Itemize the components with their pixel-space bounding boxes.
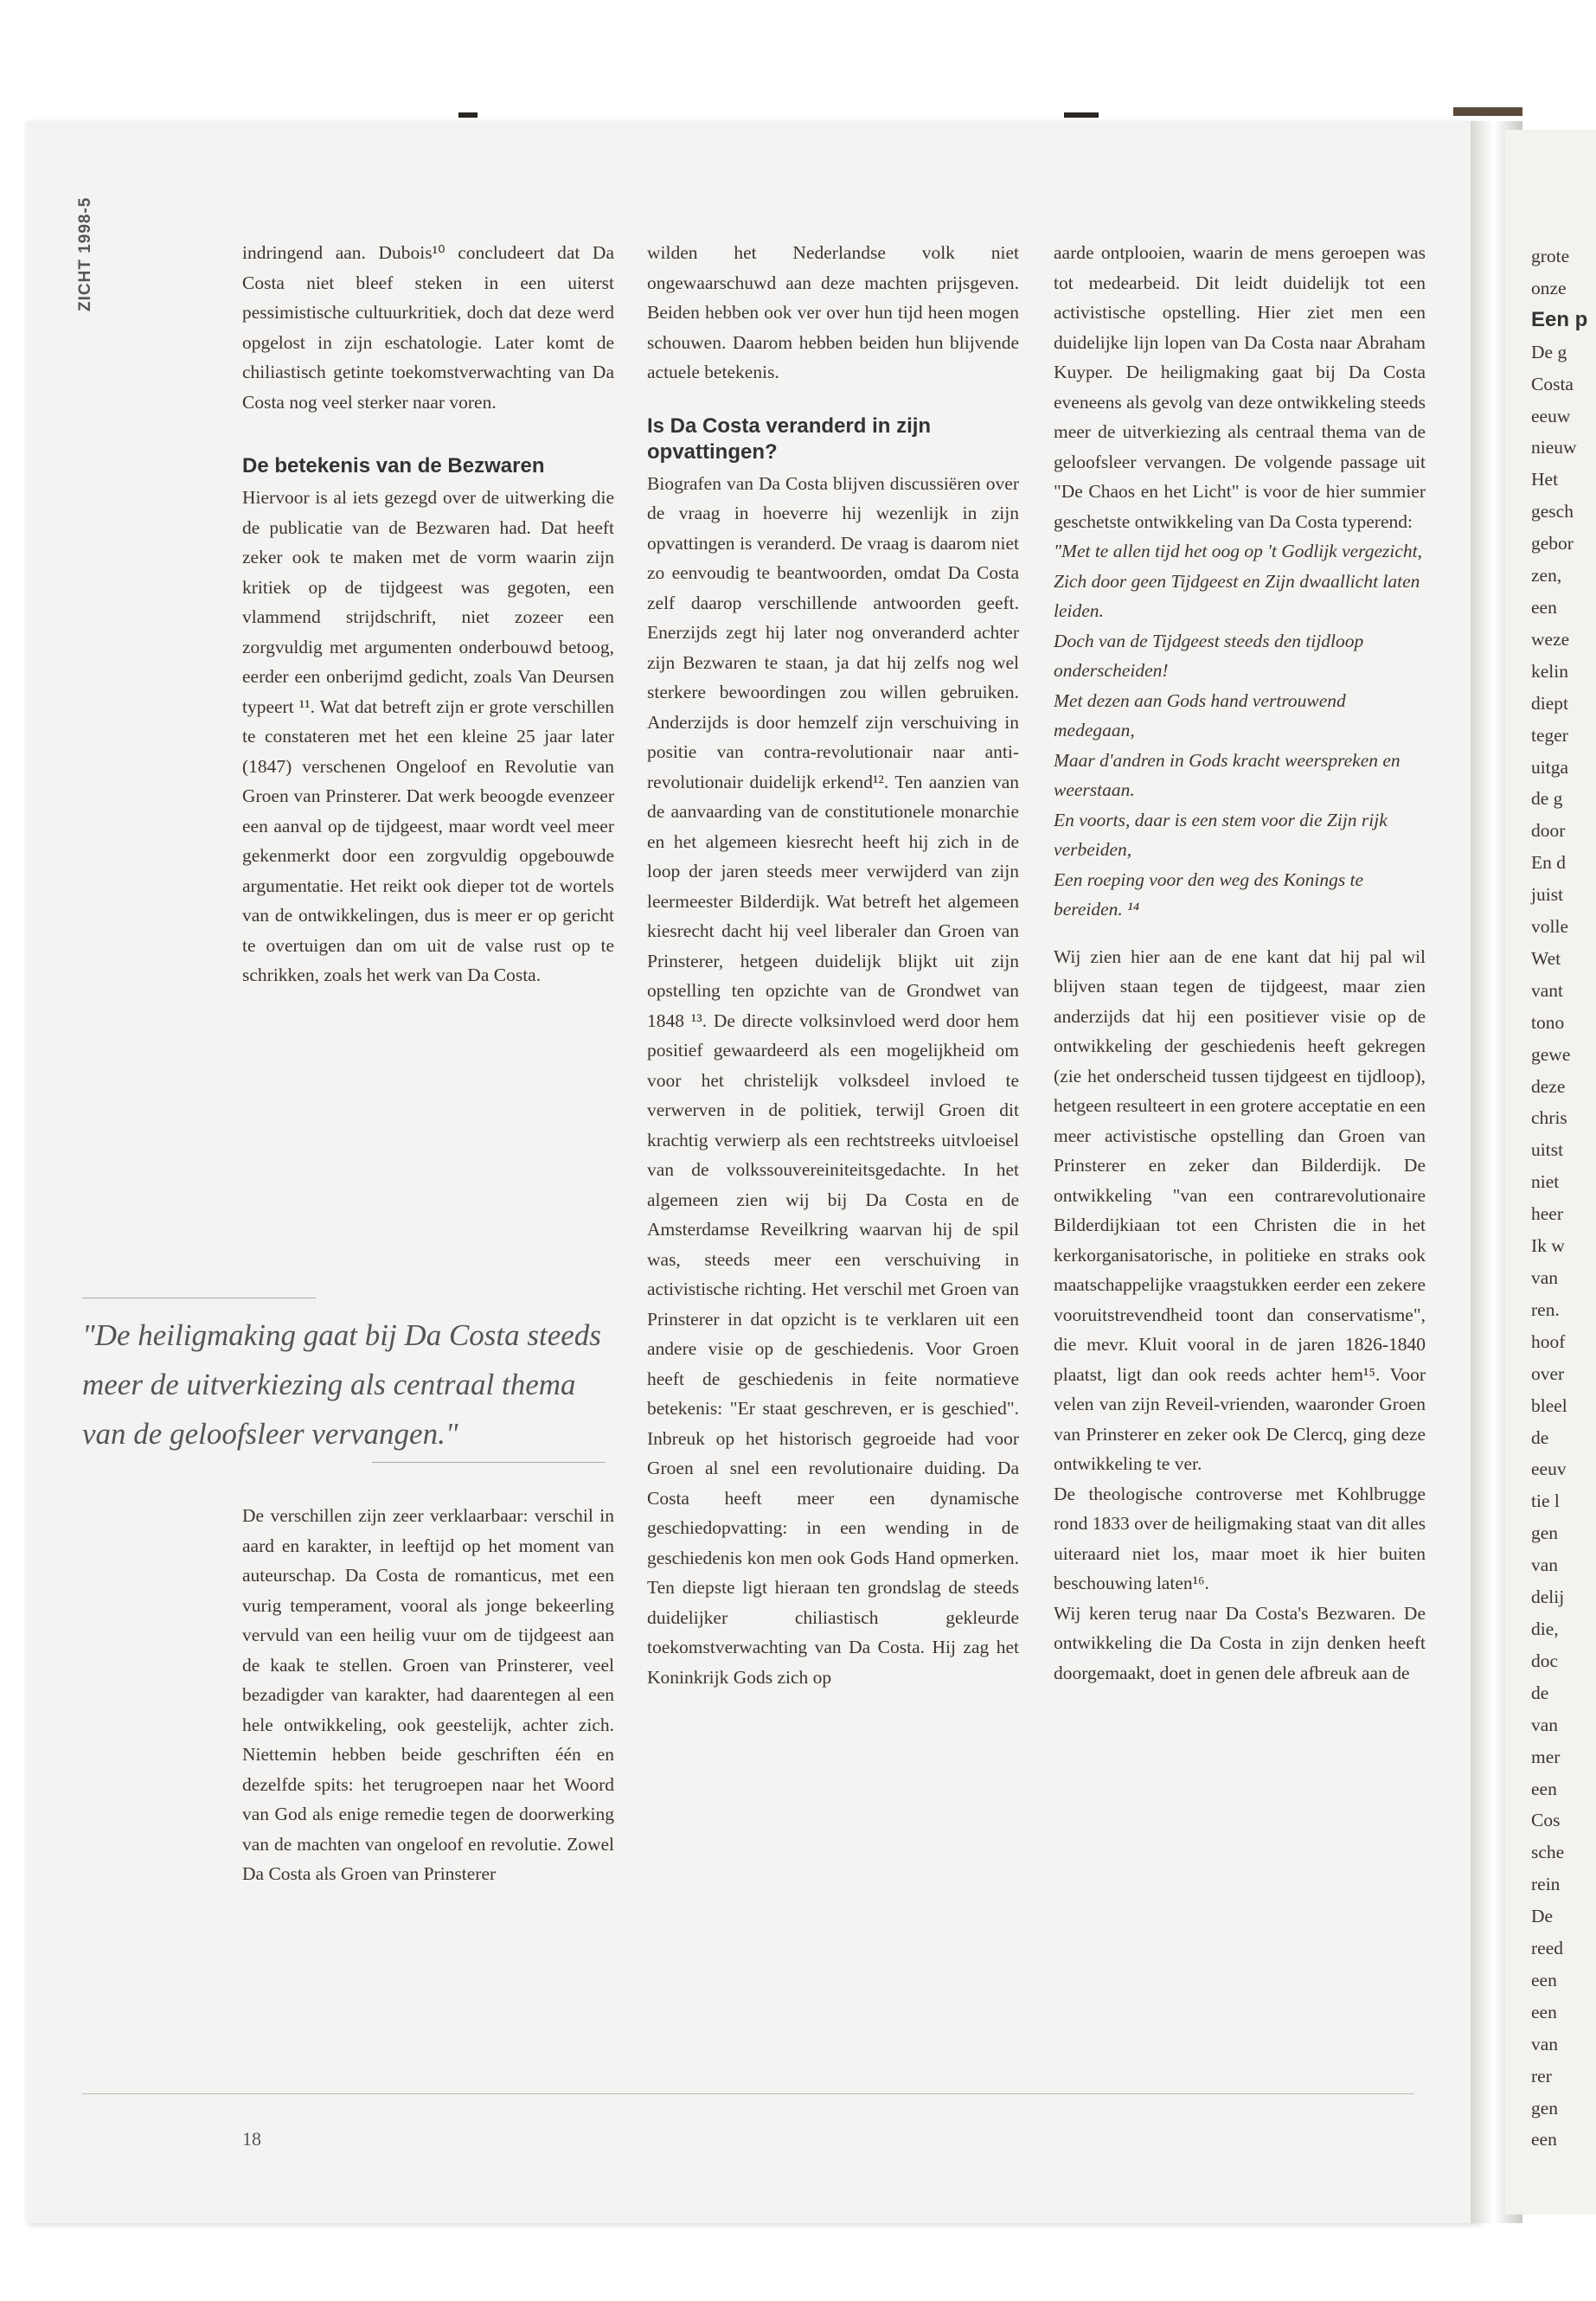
right-page-line: Een p: [1531, 307, 1588, 331]
right-page-line: gen: [1531, 1522, 1559, 1544]
right-page-line: doc: [1531, 1650, 1559, 1671]
top-edge-mark: [1453, 107, 1522, 116]
section-heading: Is Da Costa veranderd in zijn opvattingen?: [647, 413, 932, 464]
right-page-line: De: [1531, 1906, 1554, 1927]
right-page-line: van: [1531, 2033, 1559, 2054]
right-page-line: gebor: [1531, 533, 1574, 554]
right-page-line: onze: [1531, 277, 1567, 298]
right-page-line: Wet: [1531, 947, 1561, 969]
right-page-line: tie l: [1531, 1490, 1560, 1512]
right-page-line: vant: [1531, 979, 1564, 1001]
top-edge-mark: [458, 112, 478, 118]
right-page-line: nieuw: [1531, 437, 1577, 458]
poem-line: Zich door geen Tijdgeest en Zijn dwaallicht laten leiden.: [1054, 570, 1420, 621]
right-page-line: juist: [1531, 884, 1564, 906]
right-page-line: eeuv: [1531, 1458, 1567, 1480]
right-page-line: heer: [1531, 1203, 1563, 1225]
footer-rule: [82, 2093, 1414, 2094]
paragraph: Wij keren terug naar Da Costa's Bezwaren. De ontwikkeling die Da Costa in zijn denken heeft doorgemaakt, doet in genen dele afbreuk aan de: [1054, 1602, 1426, 1683]
right-page-line: een: [1531, 1969, 1557, 1990]
right-page-line: grote: [1531, 246, 1570, 266]
right-page-line: de: [1531, 1426, 1549, 1448]
right-page-line: volle: [1531, 916, 1568, 938]
paragraph: De theologische controverse met Kohlbrugge rond 1833 over de heiligmaking staat van dit alles uiteraard niet los, maar moet ik hier buiten beschouwing laten¹⁶.: [1054, 1483, 1426, 1593]
right-page-line: mer: [1531, 1746, 1561, 1767]
paragraph: wilden het Nederlandse volk niet ongewaarschuwd aan deze machten prijsgeven. Beiden hebben ook ver over hun tijd heen mogen schouwen. Daarom hebben beiden hun blijvende actuele betekenis.: [647, 242, 1019, 382]
right-page-line: de: [1531, 1682, 1549, 1703]
poem-line: Maar d'andren in Gods kracht weerspreken en weerstaan.: [1054, 749, 1401, 800]
paragraph: aarde ontplooien, waarin de mens geroepen was tot medearbeid. Dit leidt duidelijk tot een activistische opstelling. Hier ziet men een duidelijke lijn lopen van Da Costa naar Abraham Kuyper. De heiligmaking gaat bij Da Costa eveneens als gevolg van deze ontwikkeling steeds meer de uitverkiezing als centraal thema van de geloofsleer vervangen. De volgende passage uit "De Chaos en het Licht" is voor de hier summier geschetste ontwikkeling van Da Costa typerend:: [1054, 242, 1426, 532]
right-page-line: van: [1531, 1267, 1559, 1288]
right-page-line: rer: [1531, 2065, 1552, 2086]
column-1-lower: [242, 1501, 614, 1889]
poem-line: En voorts, daar is een stem voor die Zijn rijk verbeiden,: [1054, 809, 1388, 860]
paragraph: De verschillen zijn zeer verklaarbaar: verschil in aard en karakter, in leeftijd op het moment van auteurschap. Da Costa de romanticus, met een vurig temperament, vooral als jonge bekeerling vervuld van een heilig vuur om de tijdgeest aan de kaak te stellen. Groen van Prinsterer, veel bezadigder van karakter, had daarentegen al een hele ontwikkeling, ook geestelijk, achter zich. Niettemin hebben beide geschriften één en dezelfde spits: het terugroepen naar het Woord van God als enige remedie tegen de doorwerking van de machten van ongeloof en revolutie. Zowel Da Costa als Groen van Prinsterer: [242, 1505, 614, 1884]
right-page-line: delij: [1531, 1586, 1565, 1608]
right-page-line: een: [1531, 596, 1557, 618]
right-page-line: weze: [1531, 628, 1570, 650]
right-page-line: hoof: [1531, 1330, 1566, 1352]
paragraph: Hiervoor is al iets gezegd over de uitwerking die de publicatie van de Bezwaren had. Dat heeft zeker ook te maken met de vorm waarin zijn kritiek op de tijdgeest was gegoten, een vlammend strijdschrift, niet zozeer een zorgvuldig met argumenten onderbouwd betoog, eerder een onberijmd gedicht, zoals Van Deursen typeert ¹¹. Wat dat betreft zijn er grote verschillen te constateren met het een kleine 25 jaar later (1847) verschenen Ongeloof en Revolutie van Groen van Prinsterer. Dat werk beoogde evenzeer een aanval op de tijdgeest, maar wordt veel meer gekenmerkt door een zorgvuldig opgebouwde argumentatie. Het reikt ook dieper tot de wortels van de ontwikkelingen, dus is meer er op gericht te overtuigen dan om uit de valse rust op te schrikken, zoals het werk van Da Costa.: [242, 487, 614, 985]
right-page-line: over: [1531, 1362, 1565, 1384]
poem-line: Een roeping voor den weg des Konings te bereiden. ¹⁴: [1054, 868, 1364, 920]
right-page-line: zen,: [1531, 565, 1562, 586]
right-page-line: kelin: [1531, 660, 1568, 682]
right-page-line: gen: [1531, 2097, 1559, 2118]
right-page-line: door: [1531, 820, 1566, 842]
right-page-line: teger: [1531, 724, 1568, 746]
top-edge-mark: [1064, 112, 1099, 118]
right-page-line: een: [1531, 2129, 1557, 2150]
right-page-line: gesch: [1531, 501, 1574, 522]
page-number: 18: [242, 2128, 261, 2150]
right-page-line: Cos: [1531, 1810, 1561, 1831]
poem-line: "Met te allen tijd het oog op 't Godlijk vergezicht,: [1054, 541, 1423, 561]
right-page-line: gewe: [1531, 1043, 1571, 1065]
divider: [372, 1462, 606, 1463]
right-page-line: een: [1531, 2001, 1557, 2022]
column-3: [1054, 238, 1426, 1688]
paragraph: Wij zien hier aan de ene kant dat hij pal wil blijven staan tegen de tijdgeest, maar zien anderzijds dat hij een positiever visie op de ontwikkeling der geschiedenis heeft gekregen (zie het onderscheid tussen tijdgeest en tijdloop), hetgeen resulteert in een grotere acceptatie en een meer activistische opstelling dan Groen van Prinsterer en zeker dan Bilderdijk. De ontwikkeling "van een contrarevolutionaire Bilderdijkiaan tot een Christen die in het kerkorganisatorische, in politieke en straks ook maatschappelijke vraagstukken eerder een zekere vooruitstrevendheid toont dan conservatisme", die mevr. Kluit vooral in de jaren 1826-1840 plaatst, ligt dan ook reeds achter hem¹⁵. Voor velen van zijn Reveil-vrienden, waaronder Groen van Prinsterer en zeker ook De Clercq, ging deze ontwikkeling te ver.: [1054, 945, 1426, 1474]
poem-line: Doch van de Tijdgeest steeds den tijdloop onderscheiden!: [1054, 630, 1364, 681]
column-2: [647, 238, 1019, 1692]
right-page-line: bleel: [1531, 1394, 1567, 1416]
right-page-text: [1531, 240, 1587, 2156]
right-page-line: de g: [1531, 788, 1563, 810]
right-page-line: De g: [1531, 341, 1567, 362]
right-page-line: Costa: [1531, 373, 1574, 394]
right-page-line: niet: [1531, 1171, 1560, 1193]
right-page-line: En d: [1531, 852, 1567, 874]
right-page-line: Ik w: [1531, 1235, 1565, 1257]
right-page-line: deze: [1531, 1075, 1566, 1097]
right-page-line: tono: [1531, 1011, 1565, 1033]
right-page-line: ren.: [1531, 1298, 1560, 1320]
poem-line: Met dezen aan Gods hand vertrouwend medegaan,: [1054, 689, 1346, 740]
pull-quote: "De heiligmaking gaat bij Da Costa steeds meer de uitverkiezing als centraal thema van de geloofsleer vervangen.": [82, 1318, 601, 1451]
paragraph: indringend aan. Dubois¹⁰ concludeert dat Da Costa niet bleef steken in een uiterst pessimistische cultuurkritiek, doch dat deze werd opgelost in zijn eschatologie. Later komt de chiliastisch getinte toekomstverwachting van Da Costa nog veel sterker naar voren.: [242, 242, 614, 413]
section-heading: De betekenis van de Bezwaren: [242, 454, 545, 478]
paragraph: Biografen van Da Costa blijven discussiëren over de vraag in hoeverre hij wezenlijk in zijn opvattingen is veranderd. De vraag is daarom niet zo eenvoudig te beantwoorden, omdat Da Costa zelf daarop verschillende antwoorden geeft. Enerzijds zegt hij later nog onveranderd achter zijn Bezwaren te staan, ja dat hij zelfs nog wel sterkere bewoordingen zou willen gebruiken. Anderzijds is door hemzelf zijn verschuiving in positie van contra-revolutionair naar anti-revolutionair duidelijk erkend¹². Ten aanzien van de aanvaarding van de constitutionele monarchie en het algemeen kiesrecht heeft hij zich in de loop der jaren steeds meer verwijderd van zijn leermeester Bilderdijk. Wat betreft het algemeen kiesrecht dacht hij veel liberaler dan Groen van Prinsterer, hetgeen duidelijk blijkt uit zijn opstelling ten opzichte van de Grondwet van 1848 ¹³. De directe volksinvloed werd door hem positief gewaardeerd als een mogelijkheid om voor het christelijk volksdeel invloed te verwerven in de politiek, terwijl Groen dit krachtig verwierp als een rechtstreeks uitvloeisel van de volkssouvereiniteitsgedachte. In het algemeen zien wij bij Da Costa en de Amsterdamse Reveilkring waarvan hij de spil was, steeds meer een verschuiving in activistische richting. Het verschil met Groen van Prinsterer in dat opzicht is te verklaren uit een andere visie op de geschiedenis. Voor Groen heeft de geschiedenis in feite normatieve betekenis: "Er staat geschreven, er is geschied". Inbreuk op het historisch gegroeide had voor Groen al snel een revolutionaire duiding. Da Costa heeft meer een dynamische geschiedopvatting: in een wending in de geschiedenis kon men ook Gods Hand opmerken. Ten diepste ligt hieraan ten grondslag de steeds duidelijker chiliastisch gekleurde toekomstverwachting van Da Costa. Hij zag het Koninkrijk Gods zich op: [647, 472, 1019, 1688]
right-page-line: reed: [1531, 1938, 1563, 1959]
right-page-line: rein: [1531, 1874, 1561, 1895]
right-page-line: sche: [1531, 1842, 1565, 1863]
poem-quote: [1054, 536, 1426, 925]
right-page-line: die,: [1531, 1618, 1559, 1639]
right-page-line: een: [1531, 1778, 1557, 1799]
right-page-line: van: [1531, 1714, 1559, 1735]
right-page-line: eeuw: [1531, 405, 1571, 426]
right-page-line: uitst: [1531, 1139, 1564, 1161]
right-page-line: uitga: [1531, 756, 1568, 778]
right-page-line: chris: [1531, 1107, 1567, 1129]
journal-side-label: ZICHT 1998-5: [76, 196, 94, 311]
right-page-line: van: [1531, 1554, 1559, 1576]
right-page-line: Het: [1531, 469, 1559, 490]
column-1: [242, 238, 614, 990]
right-page-line: diept: [1531, 692, 1568, 714]
